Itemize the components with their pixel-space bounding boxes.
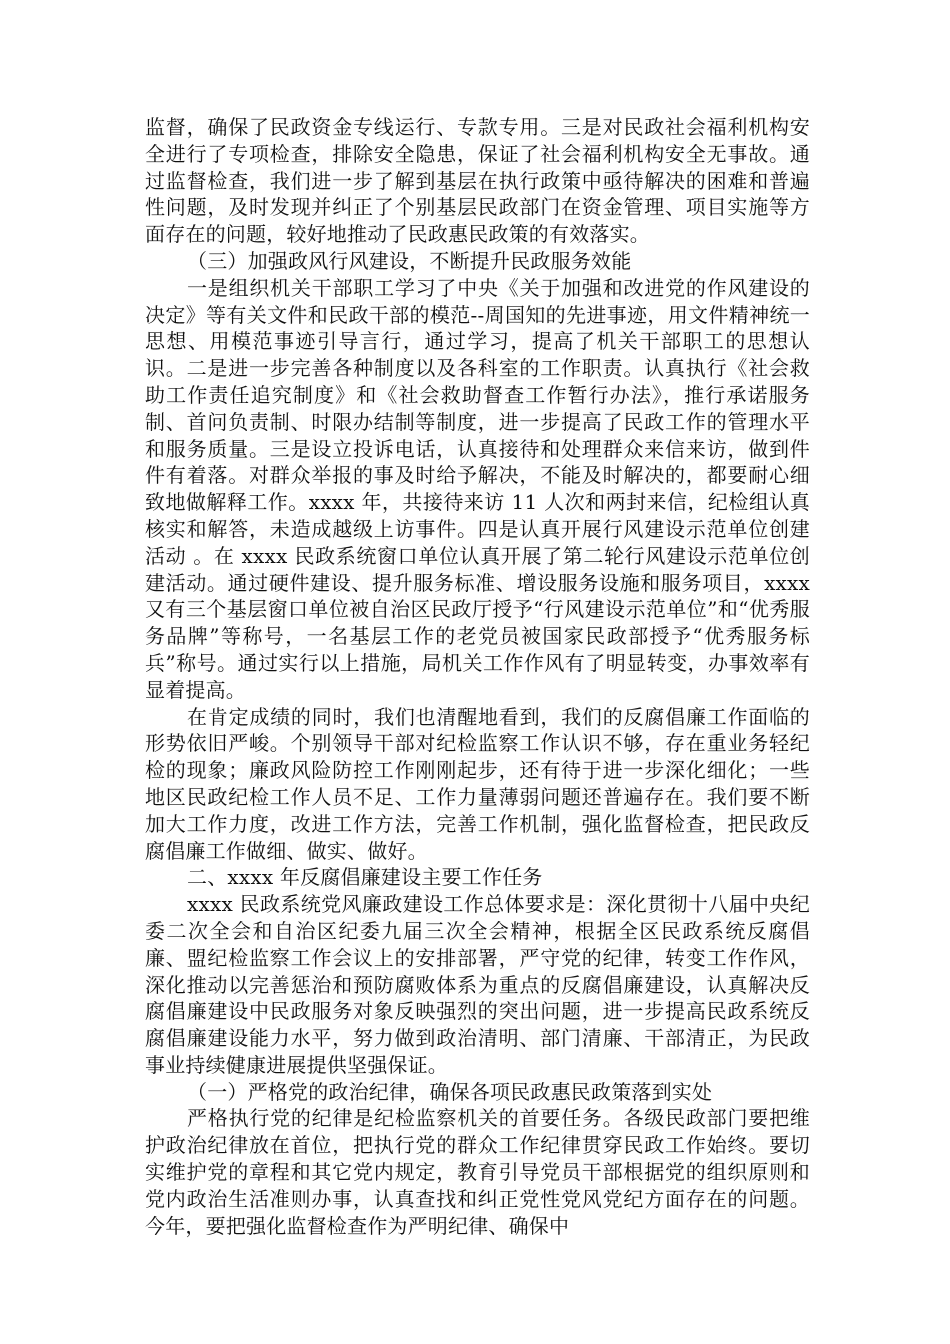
- paragraph: 在肯定成绩的同时，我们也清醒地看到，我们的反腐倡廉工作面临的形势依旧严峻。个别领导干部对纪检监察工作认识不够，存在重业务轻纪检的现象；廉政风险防控工作刚刚起步，还有待于进一步深化细化；一些地区民政纪检工作人员不足、工作力量薄弱问题还普遍存在。我们要不断加大工作力度，改进工作方法，完善工作机制，强化监督检查，把民政反腐倡廉工作做细、做实、做好。: [145, 704, 810, 863]
- section-heading-1: （一）严格党的政治纪律，确保各项民政惠民政策落到实处: [187, 1079, 713, 1104]
- paragraph: 一是组织机关干部职工学习了中央《关于加强和改进党的作风建设的决定》等有关文件和民政干部的模范--周国知的先进事迹，用文件精神统一思想、用模范事迹引导言行，通过学习，提高了机关干部职工的思想认识。二是进一步完善各种制度以及各科室的工作职责。认真执行《社会救助工作责任追究制度》和《社会救助督查工作暂行办法》，推行承诺服务制、首问负责制、时限办结制等制度，进一步提高了民政工作的管理水平和服务质量。三是设立投诉电话，认真接待和处理群众来信来访，做到件件有着落。对群众举报的事及时给予解决，不能及时解决的，都要耐心细致地做解释工作。xxxx 年，共接待来访 11 人次和两封来信，纪检组认真核实和解答，未造成越级上访事件。四是认真开展行风建设示范单位创建活动 。在 xxxx 民政系统窗口单位认真开展了第二轮行风建设示范单位创建活动。通过硬件建设、提升服务标准、增设服务设施和服务项目，xxxx 又有三个基层窗口单位被自治区民政厅授予“行风建设示范单位”和“优秀服务品牌”等称号，一名基层工作的老党员被国家民政部授予“优秀服务标兵”称号。通过实行以上措施，局机关工作作风有了明显转变，办事效率有显着提高。: [145, 275, 810, 702]
- paragraph: 严格执行党的纪律是纪检监察机关的首要任务。各级民政部门要把维护政治纪律放在首位，把执行党的群众工作纪律贯穿民政工作始终。要切实维护党的章程和其它党内规定，教育引导党员干部根据党的组织原则和党内政治生活准则办事，认真查找和纠正党性党风党纪方面存在的问题。今年，要把强化监督检查作为严明纪律、确保中: [145, 1106, 810, 1238]
- paragraph-continued: 监督，确保了民政资金专线运行、专款专用。三是对民政社会福利机构安全进行了专项检查，排除安全隐患，保证了社会福利机构安全无事故。通过监督检查，我们进一步了解到基层在执行政策中亟待解决的困难和普遍性问题，及时发现并纠正了个别基层民政部门在资金管理、项目实施等方面存在的问题，较好地推动了民政惠民政策的有效落实。: [145, 115, 810, 247]
- paragraph: xxxx 民政系统党风廉政建设工作总体要求是：深化贯彻十八届中央纪委二次全会和自治区纪委九届三次全会精神，根据全区民政系统反腐倡廉、盟纪检监察工作会议上的安排部署，严守党的纪律，转变工作作风，深化推动以完善惩治和预防腐败体系为重点的反腐倡廉建设，认真解决反腐倡廉建设中民政服务对象反映强烈的突出问题，进一步提高民政系统反腐倡廉建设能力水平，努力做到政治清明、部门清廉、干部清正，为民政事业持续健康进展提供坚强保证。: [145, 892, 810, 1077]
- section-heading-2: 二、xxxx 年反腐倡廉建设主要工作任务: [187, 865, 543, 890]
- section-heading-3: （三）加强政风行风建设，不断提升民政服务效能: [187, 248, 632, 273]
- document-body: [145, 114, 810, 1239]
